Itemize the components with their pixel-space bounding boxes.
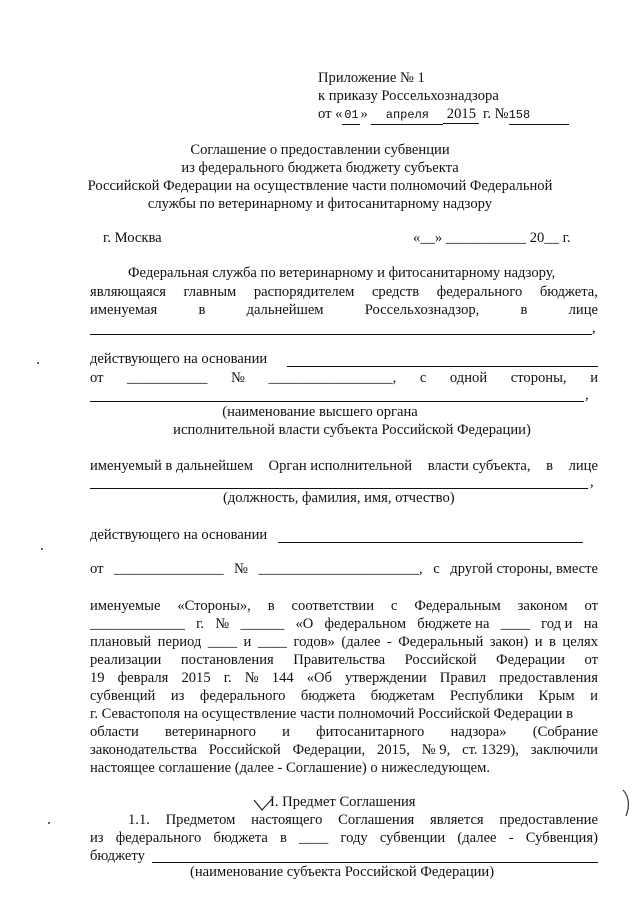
word: и (590, 370, 598, 386)
subject-caption: (наименование субъекта Российской Федерации) (190, 864, 495, 880)
word: Крым (538, 688, 575, 704)
word: «О (295, 616, 314, 632)
word: 144 (271, 670, 294, 686)
title-line-2: из федерального бюджета бюджету субъекта (181, 160, 459, 176)
p2-line-1 (90, 598, 598, 615)
word: бюджета, (539, 284, 598, 300)
word: 19 (90, 670, 105, 686)
word: бюджета (213, 830, 268, 846)
word: законом (517, 598, 568, 614)
other-side-row (90, 561, 598, 578)
word: является (430, 812, 484, 828)
order-number: 158 (509, 107, 569, 125)
order-date-line (318, 106, 569, 125)
city: г. Москва (103, 230, 162, 246)
word: являющаяся (90, 284, 166, 300)
word: в (198, 302, 206, 318)
word: № (230, 370, 245, 386)
word: законодательства (90, 742, 197, 758)
word: фитосанитарного (316, 724, 425, 740)
p2-line-6 (90, 688, 598, 705)
p2-line-10: настоящее соглашение (далее - Соглашение) о нижеследующем. (90, 760, 490, 776)
word: № 9, (421, 742, 451, 758)
word: лице (568, 302, 598, 318)
word: федерального (436, 284, 523, 300)
scan-speck (37, 362, 39, 364)
order-year: 2015 (443, 106, 479, 124)
word: именуемые (90, 598, 161, 614)
word: федерального (199, 688, 286, 704)
word: Россельхознадзор, (364, 302, 480, 318)
named-line (90, 458, 598, 475)
date-prefix: от « (318, 106, 343, 122)
word: одной (449, 370, 488, 386)
comma: , (585, 387, 589, 403)
word: Российской (404, 652, 477, 668)
position-blank-line (90, 488, 588, 489)
word: № (215, 616, 230, 632)
year-suffix: г. № (483, 106, 509, 122)
word: Республики (449, 688, 524, 704)
comma: , (592, 320, 596, 336)
p1-line-1: Федеральная служба по ветеринарному и фитосанитарному надзору, (128, 265, 556, 281)
order-reference: к приказу Россельхознадзора (318, 88, 499, 104)
word: области (90, 724, 139, 740)
word: Правительства (293, 652, 386, 668)
word: из (90, 830, 104, 846)
word: Российской (208, 742, 281, 758)
word: (Собрание (532, 724, 598, 740)
order-month: апреля (371, 107, 443, 125)
word: предоставление (499, 812, 598, 828)
word: ст. 1329), (462, 742, 519, 758)
word: ____ (500, 616, 530, 632)
p2-line-4 (90, 652, 598, 669)
p2-line-3: плановый период ____ и ____ годов» (далее - Федеральный закон) и в целях (90, 634, 598, 650)
word: от (90, 561, 104, 577)
scan-speck (41, 548, 43, 550)
s1-line-2 (90, 830, 598, 847)
p2-line-8 (90, 724, 598, 741)
word: г. (223, 670, 232, 686)
word: ______ (240, 616, 285, 632)
word: Правил (439, 670, 487, 686)
word: с (419, 370, 427, 386)
word: средств (371, 284, 420, 300)
basis2-blank-line (278, 542, 583, 543)
org-caption-2: исполнительной власти субъекта Российской Федерации) (173, 422, 531, 438)
word: от (90, 370, 104, 386)
word: постановления (180, 652, 274, 668)
p2-line-9 (90, 742, 598, 759)
position-caption: (должность, фамилия, имя, отчество) (223, 490, 455, 506)
from-row (90, 370, 598, 387)
margin-mark (620, 786, 634, 826)
word: и (282, 724, 290, 740)
word: ветеринарного (165, 724, 256, 740)
order-day: 01 (342, 107, 360, 125)
word: в (546, 458, 554, 474)
title-line-1: Соглашение о предоставлении субвенции (190, 142, 450, 158)
word: лице (568, 458, 598, 474)
word: дальнейшем (246, 302, 324, 318)
word: распорядителем (253, 284, 355, 300)
word: бюджета (300, 688, 356, 704)
annex-label: Приложение № 1 (318, 70, 425, 86)
word: - (508, 830, 514, 846)
agreement-date-blank: «__» ___________ 20__ г. (413, 230, 571, 246)
word: № (234, 561, 248, 577)
word: другой стороны, вместе (450, 561, 598, 577)
word: и (590, 688, 598, 704)
p1-line-3 (90, 302, 598, 319)
word: от (584, 652, 598, 668)
word: реализации (90, 652, 162, 668)
p2-line-7: г. Севастополя на осуществление части полномочий Российской Федерации в (90, 706, 573, 722)
word: именуемая (90, 302, 158, 318)
word: именуемый в дальнейшем (90, 458, 253, 474)
word: ____ (299, 830, 329, 846)
word: 2015, (377, 742, 410, 758)
scan-speck (48, 822, 50, 824)
word: стороны, (510, 370, 567, 386)
word: бюджете на (417, 616, 490, 632)
s1-line-3: бюджету (90, 848, 145, 864)
org-blank-line (90, 401, 584, 402)
word: надзора» (450, 724, 507, 740)
s1-line-1 (128, 812, 598, 829)
p2-line-2 (90, 616, 598, 633)
p2-line-5 (90, 670, 598, 687)
word: год и (541, 616, 573, 632)
word: федеральном (324, 616, 407, 632)
section-1-heading: I. Предмет Соглашения (270, 794, 416, 810)
comma: , (590, 474, 594, 490)
word: в (267, 598, 275, 614)
word: № (244, 670, 259, 686)
word: 1.1. (128, 812, 150, 828)
word: Федеральным (414, 598, 501, 614)
word: Предметом (165, 812, 236, 828)
word: утверждении (345, 670, 427, 686)
word: Соглашения (338, 812, 415, 828)
word: в (520, 302, 528, 318)
word: бюджетам (370, 688, 435, 704)
word: с (433, 561, 440, 577)
representative-blank-line (90, 334, 592, 335)
word: (далее (457, 830, 497, 846)
word: предоставления (499, 670, 598, 686)
word: «Об (306, 670, 332, 686)
word: «Стороны», (177, 598, 251, 614)
word: из (170, 688, 185, 704)
word: настоящего (251, 812, 323, 828)
word: ___________ (127, 370, 208, 386)
org-caption-1: (наименование высшего органа (222, 404, 418, 420)
basis-label-2: действующего на основании (90, 527, 268, 543)
date-mid: » (360, 106, 368, 122)
word: в (280, 830, 287, 846)
word: г. (196, 616, 205, 632)
basis-blank-line (287, 366, 598, 367)
word: Субвенция) (525, 830, 598, 846)
word: заключили (530, 742, 598, 758)
word: власти субъекта, (427, 458, 531, 474)
word: _____________ (90, 616, 185, 632)
word: субвенции (379, 830, 446, 846)
pen-mark (252, 796, 274, 814)
word: Федерации (496, 652, 565, 668)
basis-label: действующего на основании (90, 351, 268, 367)
word: главным (183, 284, 237, 300)
subject-blank-line (152, 862, 598, 863)
title-line-4: службы по ветеринарному и фитосанитарному надзору (147, 196, 493, 212)
word: Федерации, (292, 742, 366, 758)
word: году (340, 830, 368, 846)
word: федерального (115, 830, 202, 846)
word: _______________ (114, 561, 224, 577)
word: ______________________, (258, 561, 423, 577)
title-line-3: Российской Федерации на осуществление части полномочий Федеральной (87, 178, 553, 194)
word: с (390, 598, 398, 614)
word: Орган исполнительной (268, 458, 413, 474)
word: соответствии (291, 598, 375, 614)
word: на (583, 616, 598, 632)
p1-line-2 (90, 284, 598, 301)
word: субвенций (90, 688, 156, 704)
word: _________________, (268, 370, 397, 386)
word: от (584, 598, 598, 614)
word: февраля (117, 670, 169, 686)
word: 2015 (181, 670, 211, 686)
